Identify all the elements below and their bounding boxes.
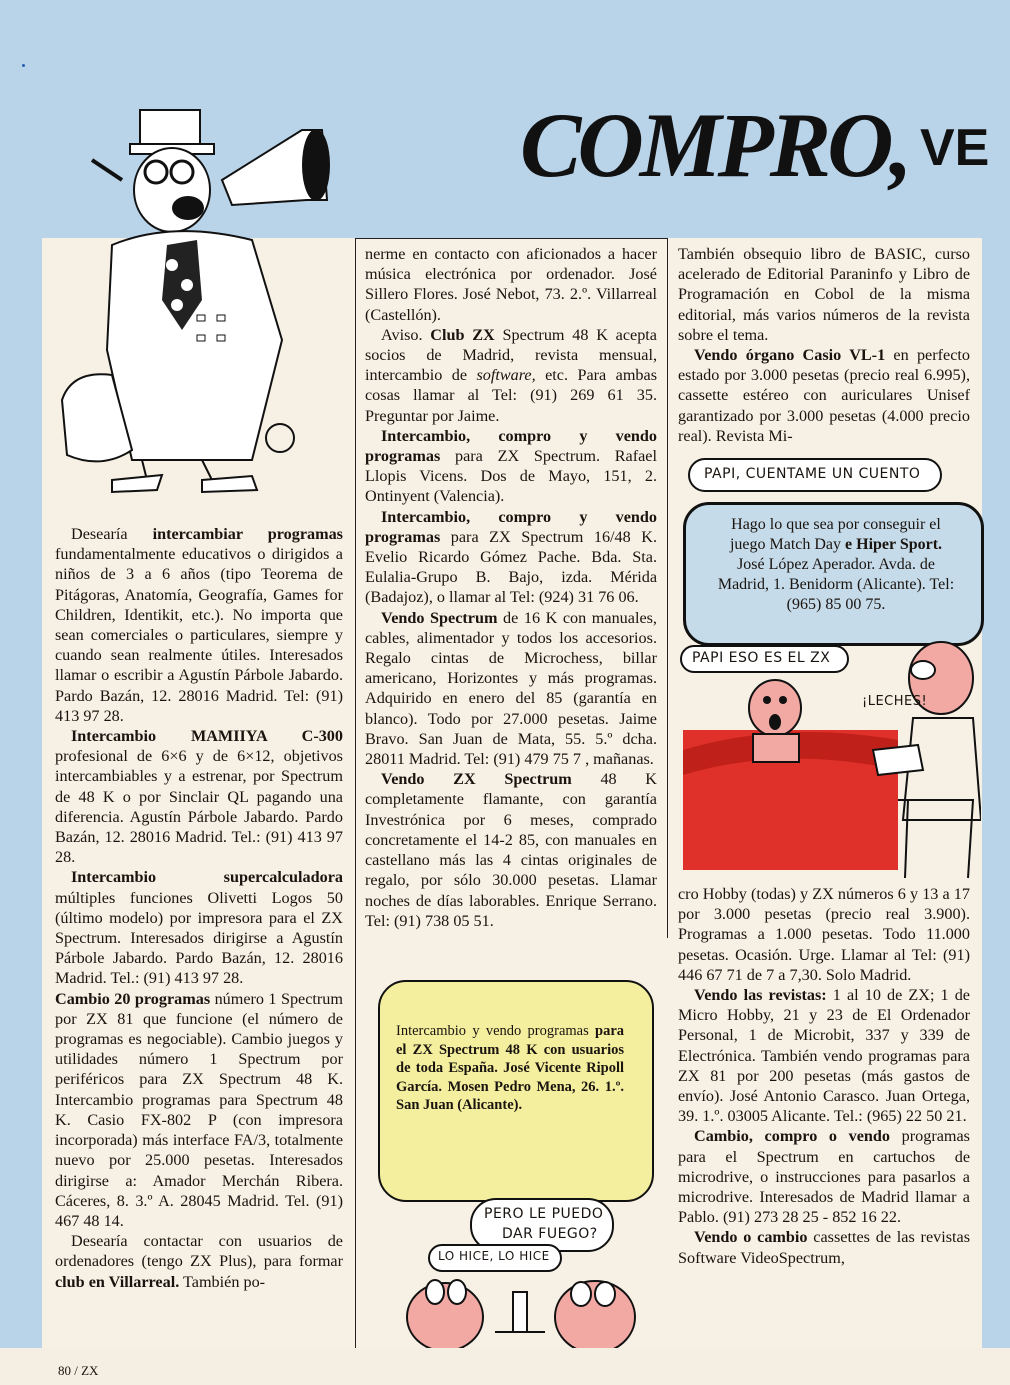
column-rule-2 bbox=[667, 238, 668, 938]
ad-paragraph: Vendo órgano Casio VL-1 en perfecto estado por 3.000 pesetas (precio real 6.995), cassette estéreo con auriculares Unisef garantizado por 3.000 pesetas (4.000 precio real). Revista Mi- bbox=[678, 346, 970, 445]
lighter bbox=[513, 1292, 527, 1332]
column-3-top bbox=[678, 244, 970, 446]
ad-paragraph: Vendo las revistas: 1 al 10 de ZX; 1 de Micro Hobby, 21 y 23 de El Ordenador Personal, 1 de Microbit, 337 y 339 de Electrónica. También vendo programas para ZX 81 por 200 pesetas (más gastos de envío). José Antonio Carasco. Juan Ortega, 39. 1.º. 03005 Alicante. Tel.: (965) 22 50 21. bbox=[678, 986, 970, 1126]
ad-paragraph: Intercambio MAMIIYA C-300 profesional de 6×6 y de 6×12, objetivos intercambiables y a estrenar, por Spectrum de 48 K o por Sinclair QL pagando una diferencia. Agustín Párbole Jabardo. Pardo Bazán, 12. 28016 Madrid. Tel.: (91) 413 97 28. bbox=[55, 727, 343, 867]
man-megaphone-illustration bbox=[52, 100, 352, 520]
page-footer: 80 / ZX bbox=[58, 1363, 99, 1378]
ad-paragraph: Vendo Spectrum de 16 K con manuales, cables, alimentador y todos los accesorios. Regalo cintas de Microchess, billar americano, Horizontes y más programas. Adquirido en enero del 85 (garantía en blanco). Todo por 27.000 pesetas. Jaime Bravo. San Juan de Mata, 55. 5.º dcha. 28011 Madrid. Tel: (91) 479 75 7 , mañanas. bbox=[365, 608, 657, 769]
blue-left-margin bbox=[0, 238, 42, 1348]
ad-paragraph: nerme en contacto con aficionados a hacer música electrónica por ordenador. José Sillero Flores. José Nebot, 73. 2.º. Villarreal (Castellón). bbox=[365, 245, 657, 324]
ad-paragraph: Aviso. Club ZX Spectrum 48 K acepta socios de Madrid, revista mensual, intercambio de software, etc. Para ambas cosas llamar al Tel: (91) 269 61 35. Preguntar por Jaime. bbox=[365, 325, 657, 425]
ad-paragraph: Cambio, compro o vendo programas para el Spectrum en cartuchos de microdrive, o instrucciones para pasarlos a microdrive. Interesados de Madrid llamar a Pablo. (91) 273 28 25 - 852 16 22. bbox=[678, 1127, 970, 1227]
speech-bubble-papi-cuentame: PAPI, CUENTAME UN CUENTO bbox=[688, 458, 942, 492]
ad-paragraph: También obsequio libro de BASIC, curso acelerado de Editorial Paraninfo y Libro de Programación en Cobol de la misma editorial, más varios números de la revista sobre el tema. bbox=[678, 245, 970, 344]
ad-paragraph: Intercambio, compro y vendo programas para ZX Spectrum. Rafael Llopis Vicens. Dos de Mayo, 151, 2. Ontinyent (Valencia). bbox=[365, 426, 657, 506]
page-title: COMPRO, bbox=[520, 94, 909, 196]
ad-paragraph: Intercambio supercalculadora múltiples funciones Olivetti Logos 50 (último modelo) por impresora para el ZX Spectrum. Interesados dirigirse a Agustín Párbole Jabardo. Pardo Bazán, 12. 28016 Madrid. Tel.: (91) 413 97 28. bbox=[55, 868, 343, 988]
blue-ad-bubble: Hago lo que sea por conseguir el juego Match Day e Hiper Sport. José López Aperador. Avda. de Madrid, 1. Benidorm (Alicante). Tel: (965) 85 00 75. bbox=[683, 502, 984, 646]
bed-cartoon-illustration bbox=[683, 630, 981, 880]
speech-bubble-papi-eso: PAPI ESO ES EL ZX bbox=[680, 645, 849, 673]
column-rule-1 bbox=[355, 238, 356, 1348]
ad-paragraph: Cambio 20 programas número 1 Spectrum por ZX 81 que funcione (el número de programas es negociable). Cambio juegos y utilidades número 1 Spectrum por periféricos para ZX Spectrum 48 K. Intercambio programas para Spectrum 48 K. Casio FX-802 P (con impresora incorporada) más interface FA/3, totalmente nuevo por 25.000 pesetas. Interesados dirigirse a: Amador Merchán Ribera. Cáceres, 8. 3.º A. 28045 Madrid. Tel. (91) 467 48 14. bbox=[55, 989, 343, 1230]
speech-bubble-pero-le-puedo: PERO LE PUEDO DAR FUEGO? bbox=[470, 1198, 614, 1252]
ad-paragraph: Vendo o cambio cassettes de las revistas Software VideoSpectrum, bbox=[678, 1228, 971, 1267]
blue-right-margin bbox=[982, 238, 1010, 1348]
head bbox=[134, 148, 210, 232]
ad-paragraph: cro Hobby (todas) y ZX números 6 y 13 a 17 por 3.000 pesetas (precio real 3.900). Programas a 1.000 pesetas. Todo 11.000 pesetas. Ocasión. Urge. Llamar al Tel: (91) 446 67 71 de 7 a 7,30. Solo Madrid. bbox=[678, 885, 970, 984]
ad-paragraph: Desearía intercambiar programas fundamentalmente educativos o dirigidos a niños de 3 a 6 años (tipo Teorema de Pitágoras, Anatomía, Geografía, Games for Children, Identikit, etc.). No importa que sean comerciales o particulares, siempre y cuando sean realmente útiles. Interesados llamar o escribir a Agustín Párbole Jabardo. Pardo Bazán, 12. 28016 Madrid. Tel: (91) 413 97 28. bbox=[55, 525, 343, 725]
page-title-cut: VE bbox=[920, 119, 990, 177]
ad-paragraph: Intercambio, compro y vendo programas para ZX Spectrum 16/48 K. Evelio Ricardo Gómez Pache. Bda. Sta. Eulalia-Grupo B. Bajo, izda. Mérida (Badajoz), o llamar al Tel: (924) 31 76 06. bbox=[365, 507, 657, 607]
leches-exclamation: ¡LECHES! bbox=[862, 694, 928, 709]
column-2 bbox=[365, 244, 657, 931]
ad-paragraph: Desearía contactar con usuarios de ordenadores (tengo ZX Plus), para formar club en Villarreal. También po- bbox=[55, 1232, 343, 1291]
left-man-head bbox=[407, 1283, 483, 1348]
top-rule-col2 bbox=[355, 238, 667, 239]
yellow-ad-bubble: Intercambio y vendo programas para el ZX Spectrum 48 K con usuarios de toda España. José Vicente Ripoll García. Mosen Pedro Mena, 26. 1.º. San Juan (Alicante). bbox=[378, 980, 654, 1202]
blue-speck bbox=[22, 64, 25, 67]
lighter-cartoon-illustration bbox=[395, 1262, 655, 1348]
column-1 bbox=[55, 524, 343, 1292]
ad-paragraph: Vendo ZX Spectrum 48 K completamente flamante, con garantía Investrónica por 6 meses, comprado concretamente el 14-2 85, con manuales en castellano más las 4 cintas originales de regalo, por sólo 30.000 pesetas. Llamar noches de días laborables. Enrique Serrano. Tel: (91) 738 05 51. bbox=[365, 770, 657, 930]
speech-bubble-lo-hice: LO HICE, LO HICE bbox=[428, 1244, 562, 1272]
column-3-bottom bbox=[678, 884, 970, 1268]
